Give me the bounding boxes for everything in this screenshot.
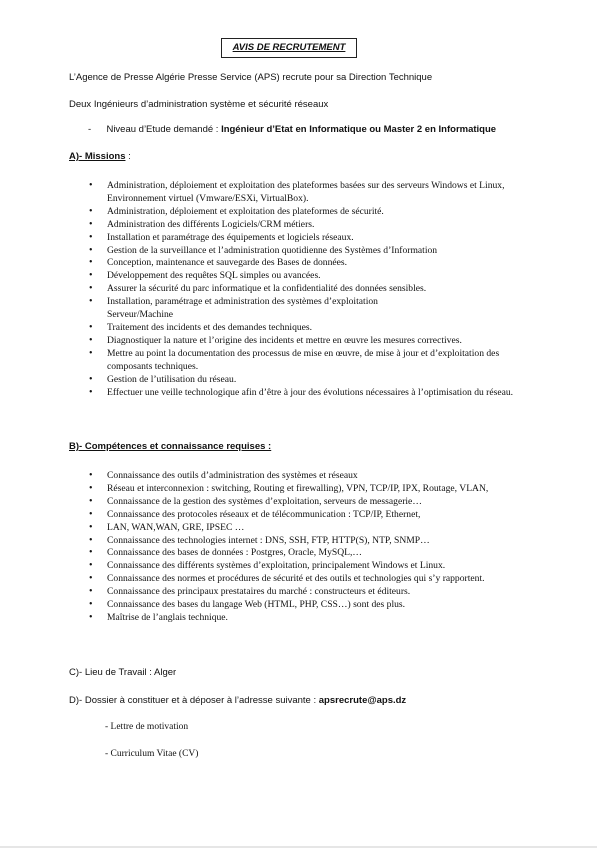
mission-item: • Administration des différents Logiciels/CRM métiers. (107, 219, 539, 232)
missions-heading: A)- Missions (69, 151, 126, 162)
skill-item: • Maîtrise de l’anglais technique. (107, 612, 539, 625)
mission-item: • Traitement des incidents et des demandes techniques. (107, 322, 539, 335)
skill-item: • Connaissance des bases de données : Postgres, Oracle, MySQL,… (107, 547, 539, 560)
mission-item: • Gestion de l’utilisation du réseau. (107, 374, 539, 387)
skill-item: • Connaissance des différents systèmes d’exploitation, principalement Windows et Linux. (107, 560, 539, 573)
mission-item: • Conception, maintenance et sauvegarde des Bases de données. (107, 257, 539, 270)
skill-item: • Connaissance de la gestion des systèmes d’exploitation, serveurs de messagerie… (107, 496, 539, 509)
education-value: Ingénieur d’Etat en Informatique ou Master 2 en Informatique (221, 124, 497, 135)
workplace-text: C)- Lieu de Travail : Alger (69, 667, 177, 678)
dossier-label: D)- Dossier à constituer et à déposer à l’adresse suivante : (69, 695, 319, 706)
education-label: Niveau d’Etude demandé : (106, 124, 222, 135)
mission-item: • Administration, déploiement et exploitation des plateformes basées sur des serveurs Windows et Linux, Environnement virtuel (Vmware/ESXi, VirtualBox). (107, 180, 539, 206)
skills-heading: B)- Compétences et connaissance requises : (69, 441, 272, 452)
dossier-item-cv: - Curriculum Vitae (CV) (105, 749, 199, 759)
skill-item: • Connaissance des technologies internet : DNS, SSH, FTP, HTTP(S), NTP, SNMP… (107, 535, 539, 548)
missions-heading-line (69, 151, 131, 162)
mission-item: • Mettre au point la documentation des processus de mise en œuvre, de mise à jour et d’exploitation des composants techniques. (107, 348, 539, 374)
skill-item: • Connaissance des protocoles réseaux et de télécommunication : TCP/IP, Ethernet, (107, 509, 539, 522)
dossier-line (69, 695, 406, 706)
mission-item: • Gestion de la surveillance et l’administration quotidienne des Systèmes d’Information (107, 245, 539, 258)
mission-item: • Administration, déploiement et exploitation des plateformes de sécurité. (107, 206, 539, 219)
mission-item: • Développement des requêtes SQL simples ou avancées. (107, 270, 539, 283)
mission-item: • Installation, paramétrage et administration des systèmes d’exploitation Serveur/Machine (107, 296, 407, 322)
missions-heading-suffix: : (125, 151, 131, 162)
skill-item: • LAN, WAN,WAN, GRE, IPSEC … (107, 522, 539, 535)
skill-item: • Connaissance des outils d’administration des systèmes et réseaux (107, 470, 539, 483)
education-line (88, 124, 496, 135)
dossier-item-motivation: - Lettre de motivation (105, 722, 189, 732)
mission-item: • Effectuer une veille technologique afin d’être à jour des évolutions nécessaires à l’optimisation du réseau. (107, 387, 539, 400)
mission-item: • Diagnostiquer la nature et l’origine des incidents et mettre en œuvre les mesures correctives. (107, 335, 539, 348)
skill-item: • Connaissance des normes et procédures de sécurité et des outils et technologies qui s’y rapportent. (107, 573, 539, 586)
mission-item: • Installation et paramétrage des équipements et logiciels réseaux. (107, 232, 539, 245)
intro-text: L’Agence de Presse Algérie Presse Service (APS) recrute pour sa Direction Technique (69, 72, 433, 83)
notice-title: AVIS DE RECRUTEMENT (221, 38, 357, 58)
education-dash: - (88, 124, 92, 135)
skill-item: • Réseau et interconnexion : switching, Routing et firewalling), VPN, TCP/IP, IPX, Routage, VLAN, (107, 483, 539, 496)
dossier-email[interactable]: apsrecrute@aps.dz (318, 695, 407, 706)
skill-item: • Connaissance des bases du langage Web (HTML, PHP, CSS…) sont des plus. (107, 599, 539, 612)
scan-edge (0, 846, 597, 848)
skills-list (107, 470, 539, 625)
position-text: Deux Ingénieurs d’administration système et sécurité réseaux (69, 99, 329, 110)
skill-item: • Connaissance des principaux prestataires du marché : constructeurs et éditeurs. (107, 586, 539, 599)
mission-item: • Assurer la sécurité du parc informatique et la confidentialité des données sensibles. (107, 283, 539, 296)
missions-list (107, 180, 539, 399)
